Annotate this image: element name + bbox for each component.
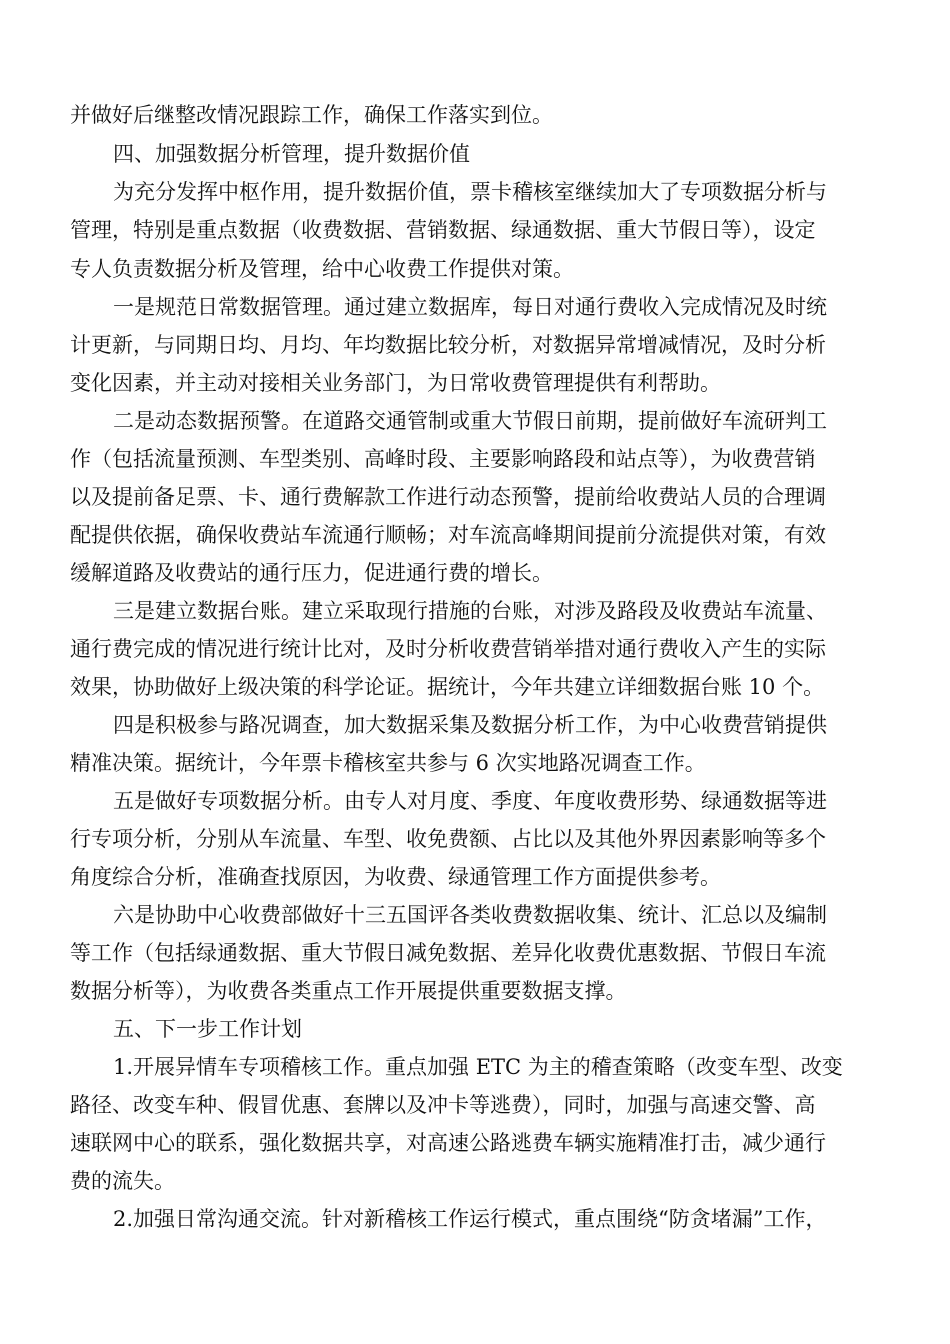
- text-line: 二是动态数据预警。在道路交通管制或重大节假日前期，提前做好车流研判工: [113, 409, 827, 433]
- text-line: 一是规范日常数据管理。通过建立数据库，每日对通行费收入完成情况及时统: [113, 295, 827, 319]
- text-line: 路径、改变车种、假冒优惠、套牌以及冲卡等逃费），同时，加强与高速交警、高: [70, 1093, 816, 1117]
- text-line: 精准决策。据统计，今年票卡稽核室共参与 6 次实地路况调查工作。: [70, 751, 706, 775]
- text-line: 行专项分析，分别从车流量、车型、收免费额、占比以及其他外界因素影响等多个: [70, 827, 826, 851]
- section-heading: 四、加强数据分析管理，提升数据价值: [113, 142, 470, 166]
- text-line: 等工作（包括绿通数据、重大节假日减免数据、差异化收费优惠数据、节假日车流: [70, 941, 826, 965]
- text-line: 四是积极参与路况调查，加大数据采集及数据分析工作，为中心收费营销提供: [113, 713, 827, 737]
- text-line: 专人负责数据分析及管理，给中心收费工作提供对策。: [70, 257, 574, 281]
- text-line: 作（包括流量预测、车型类别、高峰时段、主要影响路段和站点等），为收费营销: [70, 447, 816, 471]
- text-line: 为充分发挥中枢作用，提升数据价值，票卡稽核室继续加大了专项数据分析与: [113, 180, 827, 204]
- text-line: 六是协助中心收费部做好十三五国评各类收费数据收集、统计、汇总以及编制: [113, 903, 827, 927]
- text-line: 速联网中心的联系，强化数据共享，对高速公路逃费车辆实施精准打击，减少通行: [70, 1131, 826, 1155]
- text-line: 变化因素，并主动对接相关业务部门，为日常收费管理提供有利帮助。: [70, 371, 721, 395]
- text-line: 角度综合分析，准确查找原因，为收费、绿通管理工作方面提供参考。: [70, 865, 721, 889]
- text-line: 费的流失。: [70, 1169, 175, 1193]
- text-line: 管理，特别是重点数据（收费数据、营销数据、绿通数据、重大节假日等），设定: [70, 218, 816, 242]
- text-line: 1.开展异情车专项稽核工作。重点加强 ETC 为主的稽查策略（改变车型、改变: [113, 1055, 843, 1079]
- text-line: 数据分析等），为收费各类重点工作开展提供重要数据支撑。: [70, 979, 627, 1003]
- text-line: 2.加强日常沟通交流。针对新稽核工作运行模式，重点围绕“防贪堵漏”工作，: [113, 1207, 827, 1231]
- section-heading: 五、下一步工作计划: [113, 1017, 302, 1041]
- text-line: 通行费完成的情况进行统计比对，及时分析收费营销举措对通行费收入产生的实际: [70, 637, 826, 661]
- text-line: 缓解道路及收费站的通行压力，促进通行费的增长。: [70, 561, 553, 585]
- text-line: 并做好后继整改情况跟踪工作，确保工作落实到位。: [70, 103, 553, 127]
- text-line: 三是建立数据台账。建立采取现行措施的台账，对涉及路段及收费站车流量、: [113, 599, 827, 623]
- text-line: 配提供依据，确保收费站车流通行顺畅；对车流高峰期间提前分流提供对策，有效: [70, 523, 826, 547]
- text-line: 计更新，与同期日均、月均、年均数据比较分析，对数据异常增减情况，及时分析: [70, 333, 826, 357]
- text-line: 效果，协助做好上级决策的科学论证。据统计，今年共建立详细数据台账 10 个。: [70, 675, 825, 699]
- text-line: 以及提前备足票、卡、通行费解款工作进行动态预警，提前给收费站人员的合理调: [70, 485, 826, 509]
- text-line: 五是做好专项数据分析。由专人对月度、季度、年度收费形势、绿通数据等进: [113, 789, 827, 813]
